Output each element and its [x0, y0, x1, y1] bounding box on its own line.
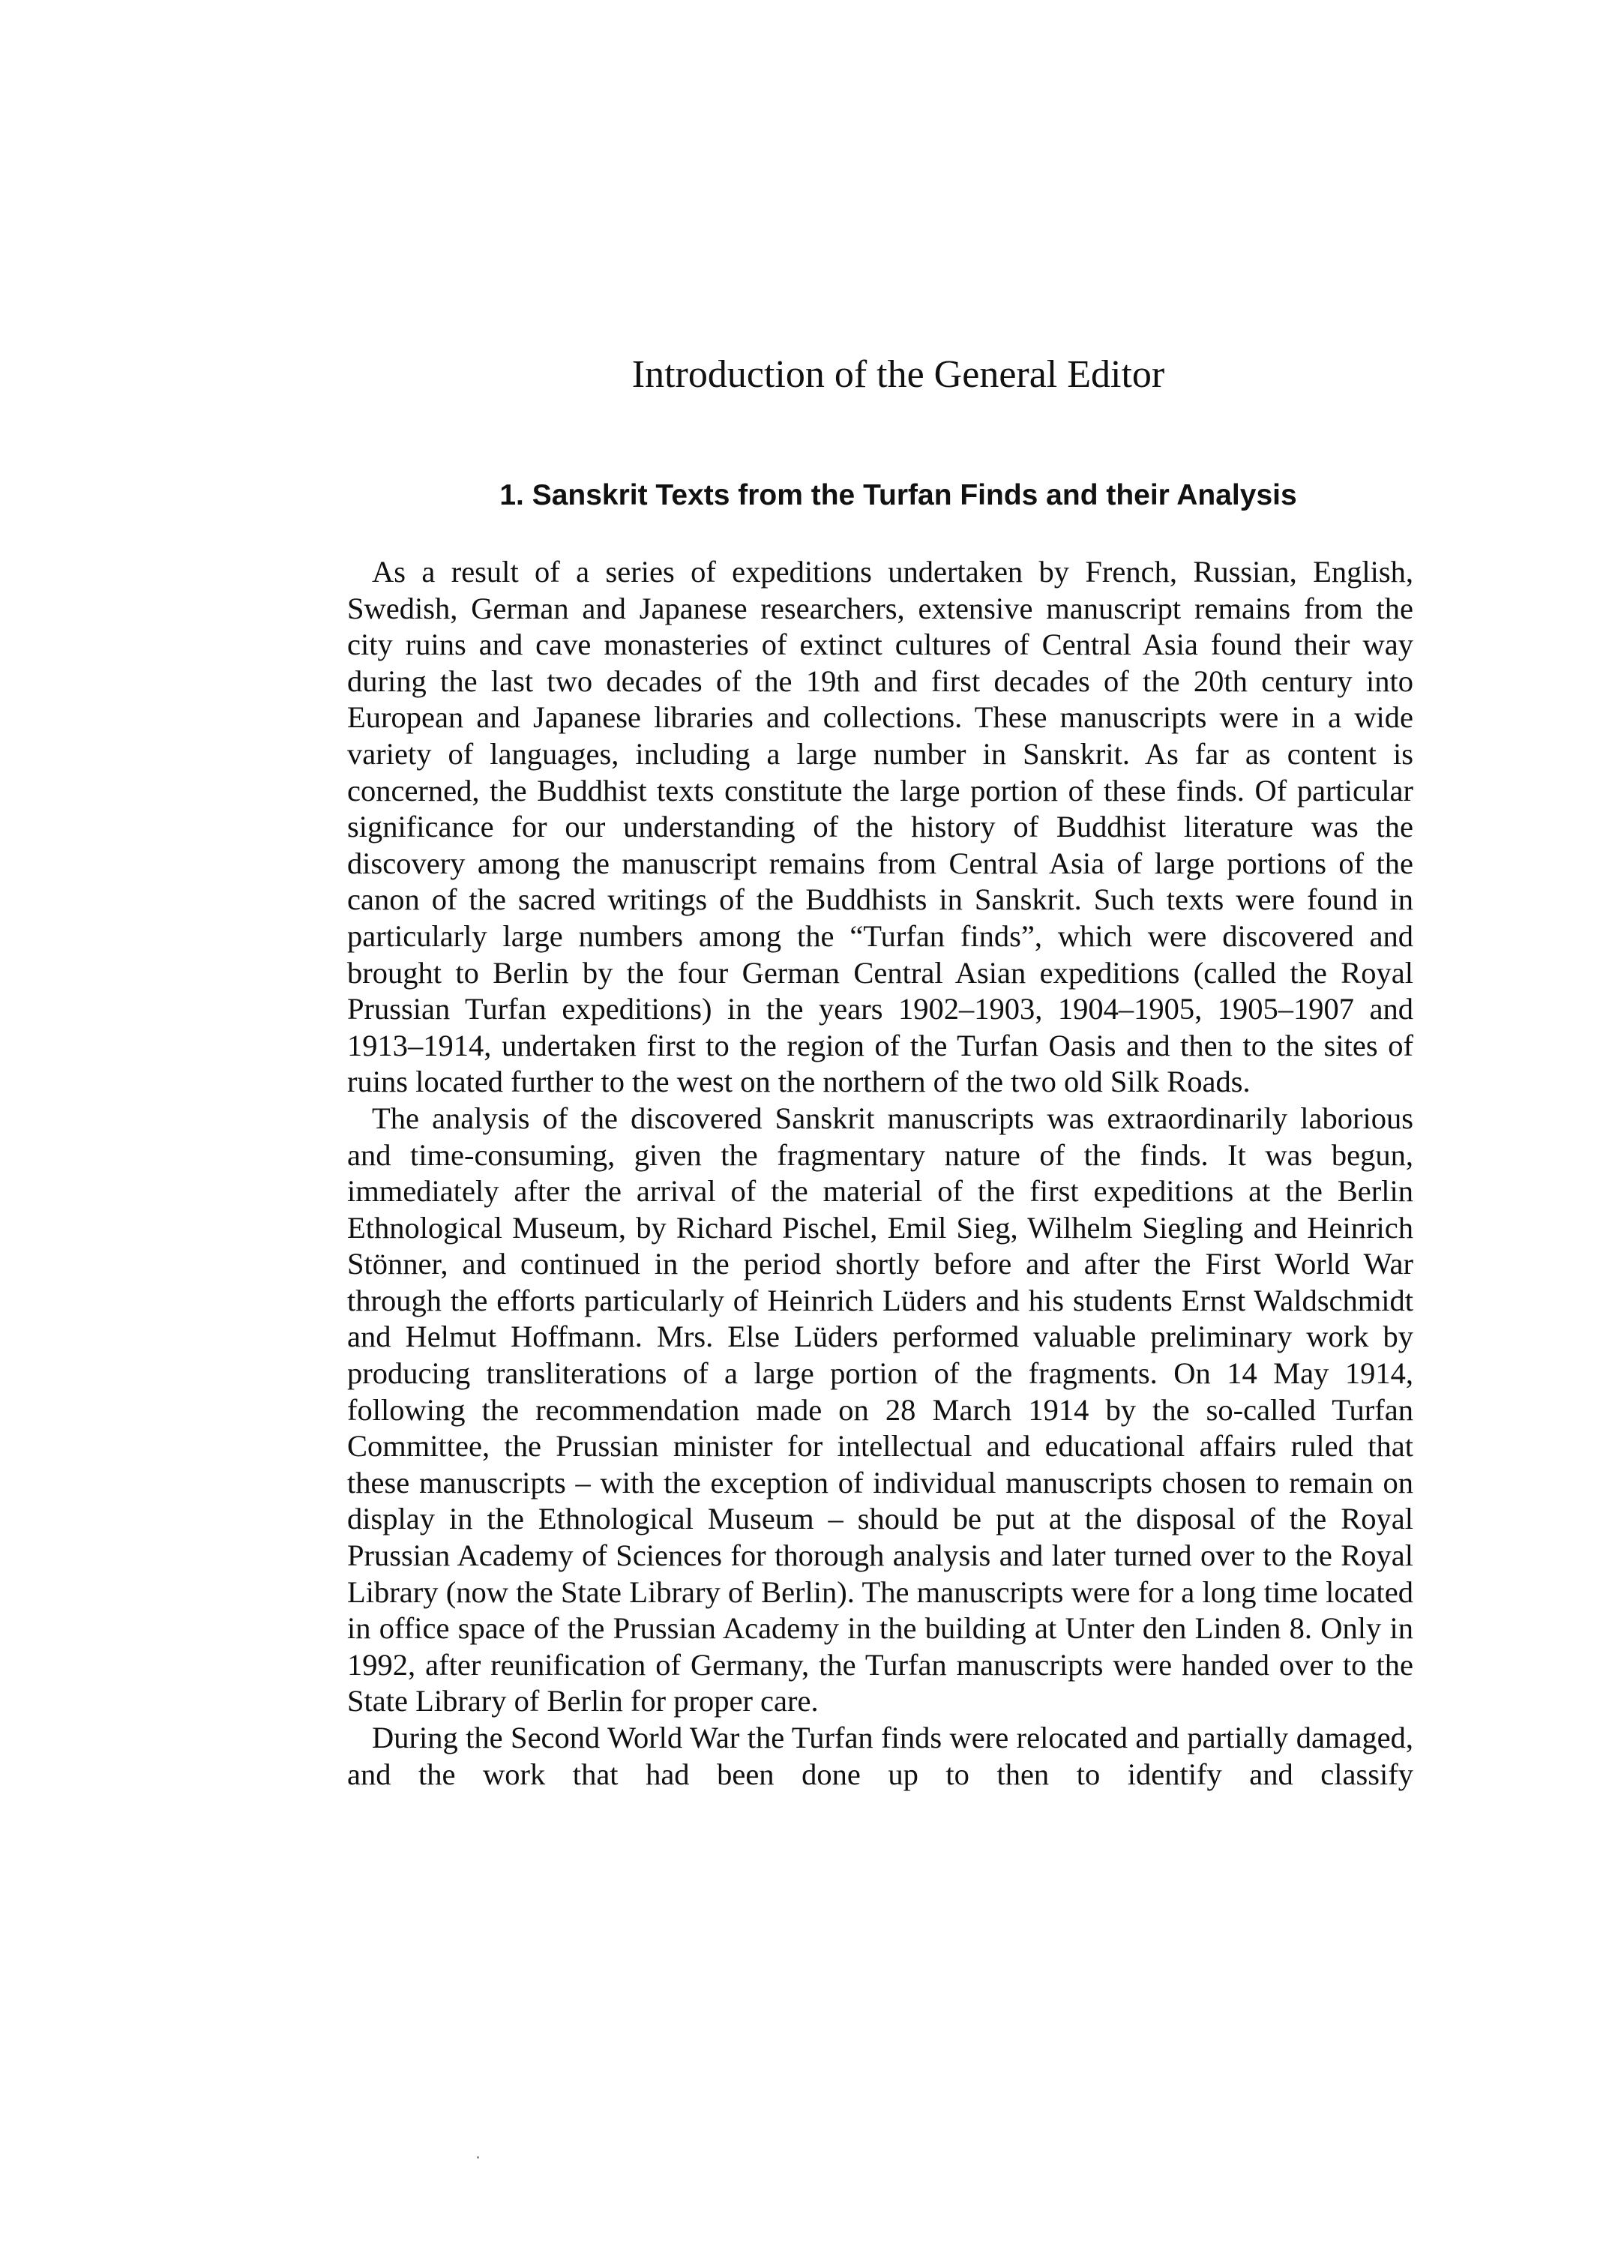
paragraph-expeditions: As a result of a series of expeditions undertaken by French, Russian, English, Swedish, German and Japanese researchers, extensive manuscript remains from the city ruins and cave monasteries of extinct cultures of Central Asia found their way during the last two decades of the 19th and first decades of the 20th century into European and Japanese libraries and collections. These manuscripts were in a wide variety of languages, including a large number in Sanskrit. As far as content is concerned, the Buddhist texts constitute the large portion of these finds. Of particular significance for our understanding of the history of Buddhist literature was the discovery among the manuscript remains from Central Asia of large portions of the canon of the sacred writings of the Buddhists in Sanskrit. Such texts were found in particularly large numbers among the “Turfan finds”, which were discovered and brought to Berlin by the four German Central Asian expeditions (called the Royal Prussian Turfan expeditions) in the years 1902–1903, 1904–1905, 1905–1907 and 1913–1914, undertaken first to the region of the Turfan Oasis and then to the sites of ruins located further to the west on the northern of the two old Silk Roads. — [347, 555, 1413, 1099]
paragraph-analysis: The analysis of the discovered Sanskrit manuscripts was extraordinarily laborious and time-consuming, given the fragmentary nature of the finds. It was begun, immediately after the arrival of the material of the first expeditions at the Berlin Ethnological Museum, by Richard Pischel, Emil Sieg, Wilhelm Siegling and Heinrich Stönner, and continued in the period shortly before and after the First World War through the efforts particularly of Heinrich Lüders and his students Ernst Waldschmidt and Helmut Hoffmann. Mrs. Else Lüders performed valuable preliminary work by producing transliterations of a large portion of the fragments. On 14 May 1914, following the recommendation made on 28 March 1914 by the so-called Turfan Committee, the Prussian minister for intellectual and educational affairs ruled that these manuscripts – with the exception of individual manuscripts chosen to remain on display in the Ethnological Museum – should be put at the disposal of the Royal Prussian Academy of Sciences for thorough analysis and later turned over to the Royal Library (now the State Library of Berlin). The manuscripts were for a long time located in office space of the Prussian Academy in the building at Unter den Linden 8. Only in 1992, after reunification of Germany, the Turfan manuscripts were handed over to the State Library of Berlin for proper care. — [347, 1101, 1413, 1718]
body-text — [347, 554, 1413, 1793]
section-heading: 1. Sanskrit Texts from the Turfan Finds and their Analysis — [499, 479, 1297, 511]
scan-speck — [477, 2156, 479, 2159]
page-title: Introduction of the General Editor — [631, 353, 1165, 396]
paragraph-second-world-war: During the Second World War the Turfan finds were relocated and partially damaged, and the work that had been done up to then to identify and classify — [347, 1721, 1413, 1791]
